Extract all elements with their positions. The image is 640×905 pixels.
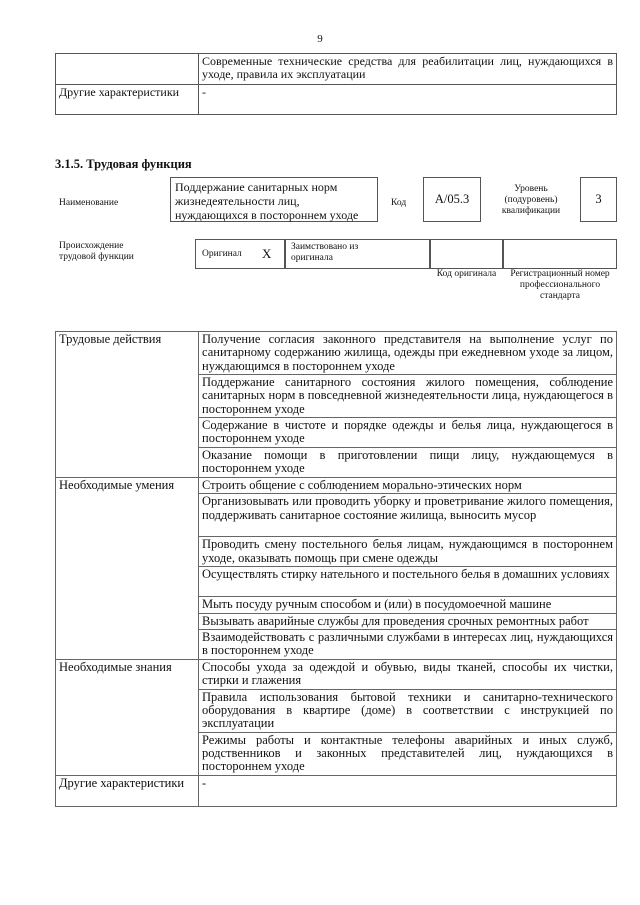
code-original-box (430, 239, 503, 269)
original-box (195, 239, 285, 269)
skill-item: Осуществлять стирку нательного и постельного белья в домашних условиях (199, 567, 617, 597)
skill-item: Строить общение с соблюдением морально-этических норм (199, 478, 617, 494)
skills-label: Необходимые умения (56, 478, 199, 660)
other-value: - (199, 775, 617, 806)
borrowed-label: Заимствовано из оригинала (291, 242, 359, 263)
level-label: Уровень (подуровень) квалификации (501, 184, 561, 216)
top-table-empty-label (56, 54, 199, 85)
section-title: 3.1.5. Трудовая функция (55, 157, 192, 171)
top-table-row2-label: Другие характеристики (56, 85, 199, 115)
labor-action-item: Получение согласия законного представителя на выполнение услуг по санитарному содержанию жилища, одежды при ежедневном уходе за лицом, нуждающимся в постороннем уходе (199, 332, 617, 375)
top-table-row1-text: Современные технические средства для реабилитации лиц, нуждающихся в уходе, правила их эксплуатации (199, 54, 617, 85)
knowledge-item: Режимы работы и контактные телефоны аварийных и иных служб, родственников и законных представителей лиц, нуждающихся в постороннем уходе (199, 732, 617, 775)
page-number: 9 (317, 33, 323, 45)
code-original-label: Код оригинала (436, 269, 497, 279)
original-label: Оригинал (202, 249, 242, 259)
skill-item: Проводить смену постельного белья лицам, нуждающимся в постороннем уходе, оказывать помощь при смене одежды (199, 537, 617, 567)
top-continuation-table (55, 53, 617, 115)
top-table-row2-value: - (199, 85, 617, 115)
labor-action-item: Оказание помощи в приготовлении пищи лицу, нуждающемуся в постороннем уходе (199, 448, 617, 478)
code-label: Код (391, 198, 407, 208)
code-value: А/05.3 (423, 177, 481, 222)
reg-number-label: Регистрационный номер профессионального стандарта (510, 269, 610, 301)
main-table (55, 331, 617, 807)
original-mark: X (262, 246, 272, 261)
labor-action-item: Поддержание санитарного состояния жилого помещения, соблюдение санитарных норм в повседневной жизнедеятельности лица, нуждающегося в постороннем уходе (199, 375, 617, 418)
knowledge-label: Необходимые знания (56, 659, 199, 775)
skill-item: Организовывать или проводить уборку и проветривание жилого помещения, поддерживать санитарное состояние жилища, выносить мусор (199, 494, 617, 537)
labor-action-item: Содержание в чистоте и порядке одежды и белья лица, нуждающегося в постороннем уходе (199, 418, 617, 448)
reg-number-box (503, 239, 617, 269)
skill-item: Вызывать аварийные службы для проведения срочных ремонтных работ (199, 613, 617, 629)
skill-item: Мыть посуду ручным способом и (или) в посудомоечной машине (199, 597, 617, 613)
name-label: Наименование (59, 198, 119, 208)
name-value: Поддержание санитарных норм жизнедеятельности лиц, нуждающихся в постороннем уходе (170, 177, 378, 222)
level-value: 3 (580, 177, 617, 222)
origin-label: Происхождение трудовой функции (59, 241, 134, 262)
other-label: Другие характеристики (56, 775, 199, 806)
skill-item: Взаимодействовать с различными службами в интересах лиц, нуждающихся в постороннем уходе (199, 629, 617, 659)
labor-actions-label: Трудовые действия (56, 332, 199, 478)
knowledge-item: Способы ухода за одеждой и обувью, виды тканей, способы их чистки, стирки и глажения (199, 659, 617, 689)
knowledge-item: Правила использования бытовой техники и санитарно-технического оборудования в квартире (доме) в соответствии с инструкцией по эксплуатации (199, 689, 617, 732)
borrowed-box (285, 239, 430, 269)
